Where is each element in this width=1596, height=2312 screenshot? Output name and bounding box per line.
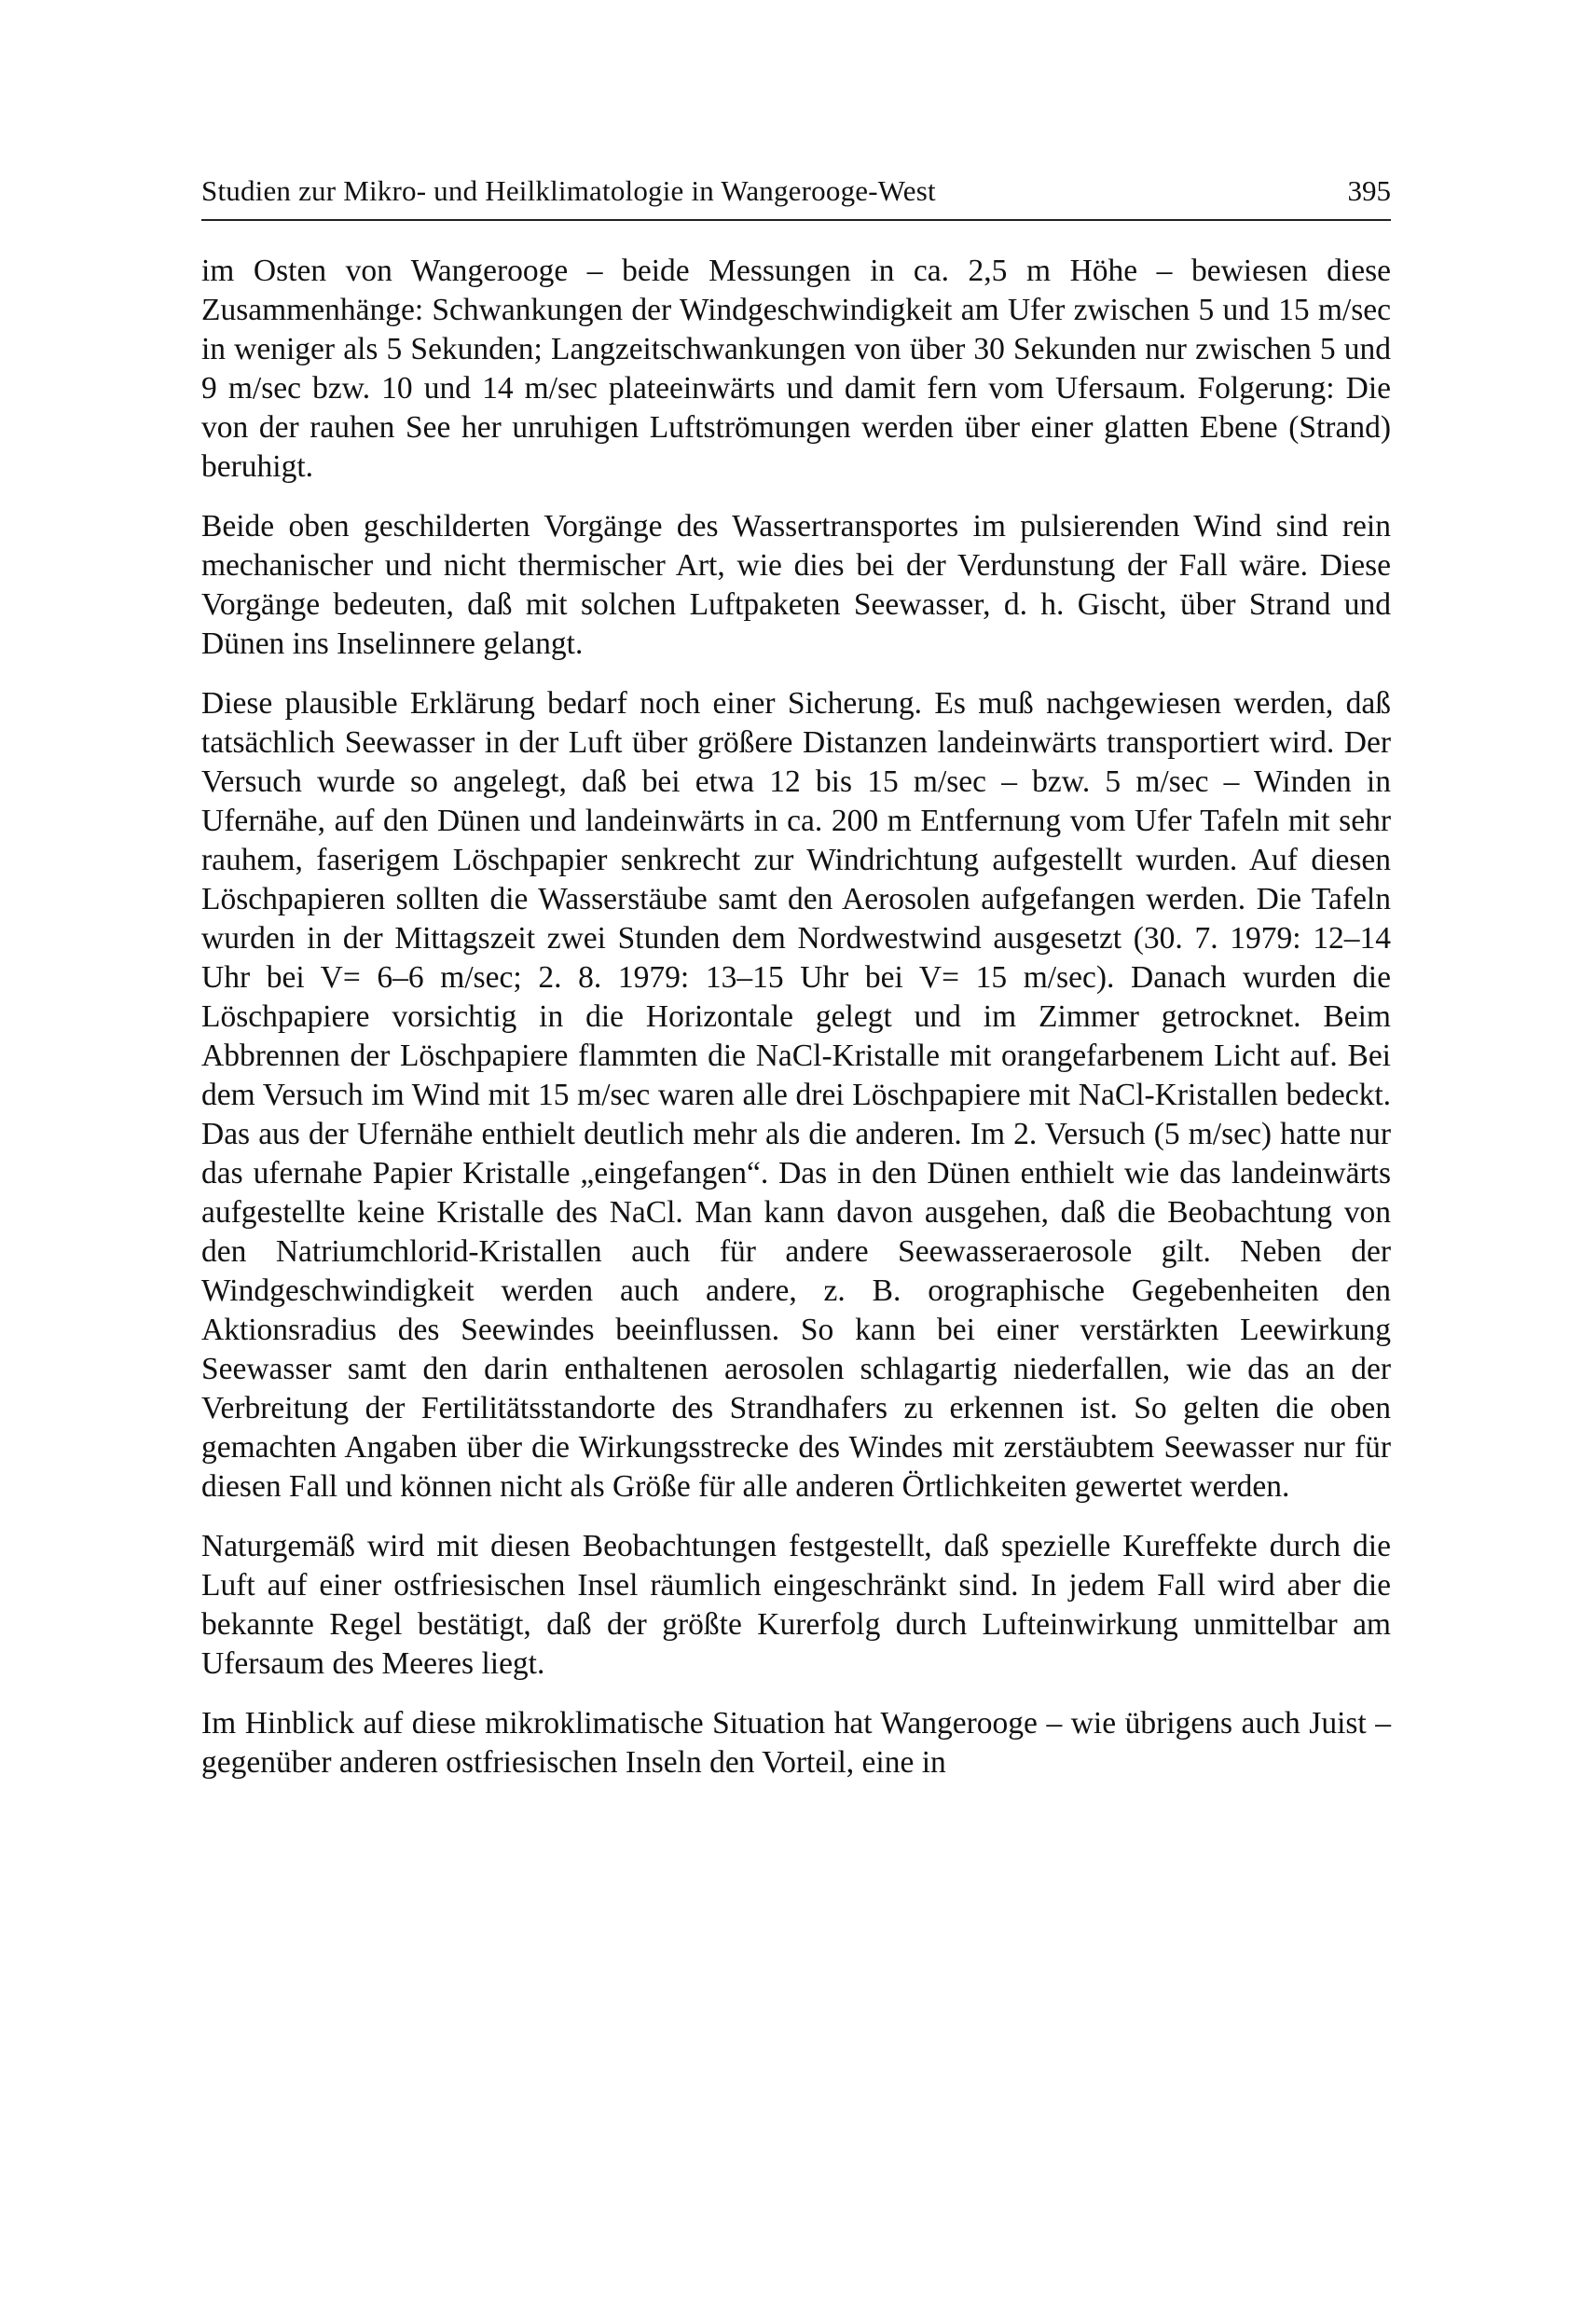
page-number: 395 [1347, 174, 1391, 207]
running-header [201, 171, 1391, 212]
body-text [201, 252, 1391, 1803]
paragraph-2: Beide oben geschilderten Vorgänge des Wassertransportes im pulsierenden Wind sind rein mechanischer und nicht thermischer Art, wie dies bei der Verdunstung der Fall wäre. Diese Vorgänge bedeuten, daß mit solchen Luftpaketen Seewasser, d. h. Gischt, über Strand und Dünen ins Inselinnere gelangt. [201, 509, 1391, 661]
paragraph-1: im Osten von Wangerooge – beide Messungen in ca. 2,5 m Höhe – bewiesen diese Zusammenhänge: Schwankungen der Windgeschwindigkeit am Ufer zwischen 5 und 15 m/sec in weniger als 5 Sekunden; Langzeitschwankungen von über 30 Sekunden nur zwischen 5 und 9 m/sec bzw. 10 und 14 m/sec plateeinwärts und damit fern vom Ufersaum. Folgerung: Die von der rauhen See her unruhigen Luftströmungen werden über einer glatten Ebene (Strand) beruhigt. [201, 254, 1391, 484]
paragraph-3: Diese plausible Erklärung bedarf noch einer Sicherung. Es muß nachgewiesen werden, daß tatsächlich Seewasser in der Luft über größere Distanzen landeinwärts transportiert wird. Der Versuch wurde so angelegt, daß bei etwa 12 bis 15 m/sec – bzw. 5 m/sec – Winden in Ufernähe, auf den Dünen und landeinwärts in ca. 200 m Entfernung vom Ufer Tafeln mit sehr rauhem, faserigem Löschpapier senkrecht zur Windrichtung aufgestellt wurden. Auf diesen Löschpapieren sollten die Wasserstäube samt den Aerosolen aufgefangen werden. Die Tafeln wurden in der Mittagszeit zwei Stunden dem Nordwestwind ausgesetzt (30. 7. 1979: 12–14 Uhr bei V= 6–6 m/sec; 2. 8. 1979: 13–15 Uhr bei V= 15 m/sec). Danach wurden die Löschpapiere vorsichtig in die Horizontale gelegt und im Zimmer getrocknet. Beim Abbrennen der Löschpapiere flammten die NaCl-Kristalle mit orangefarbenem Licht auf. Bei dem Versuch im Wind mit 15 m/sec waren alle drei Löschpapiere mit NaCl-Kristallen bedeckt. Das aus der Ufernähe enthielt deutlich mehr als die anderen. Im 2. Versuch (5 m/sec) hatte nur das ufernahe Papier Kristalle „eingefangen“. Das in den Dünen enthielt wie das landeinwärts aufgestellte keine Kristalle des NaCl. Man kann davon ausgehen, daß die Beobachtung von den Natriumchlorid-Kristallen auch für andere Seewasseraerosole gilt. Neben der Windgeschwindigkeit werden auch andere, z. B. orographische Gegebenheiten den Aktionsradius des Seewindes beeinflussen. So kann bei einer verstärkten Leewirkung Seewasser samt den darin enthaltenen aerosolen schlagartig niederfallen, wie das an der Verbreitung der Fertilitätsstandorte des Strandhafers zu erkennen ist. So gelten die oben gemachten Angaben über die Wirkungsstrecke des Windes mit zerstäubtem Seewasser nur für diesen Fall und können nicht als Größe für alle anderen Örtlichkeiten gewertet werden. [201, 686, 1391, 1504]
paragraph-4: Naturgemäß wird mit diesen Beobachtungen festgestellt, daß spezielle Kureffekte durch die Luft auf einer ostfriesischen Insel räumlich eingeschränkt sind. In jedem Fall wird aber die bekannte Regel bestätigt, daß der größte Kurerfolg durch Lufteinwirkung unmittelbar am Ufersaum des Meeres liegt. [201, 1529, 1391, 1681]
running-title: Studien zur Mikro- und Heilklimatologie in Wangerooge-West [201, 174, 936, 207]
header-rule [201, 219, 1391, 221]
paragraph-5: Im Hinblick auf diese mikroklimatische Situation hat Wangerooge – wie übrigens auch Juist – gegenüber anderen ostfriesischen Inseln den Vorteil, eine in [201, 1706, 1391, 1780]
